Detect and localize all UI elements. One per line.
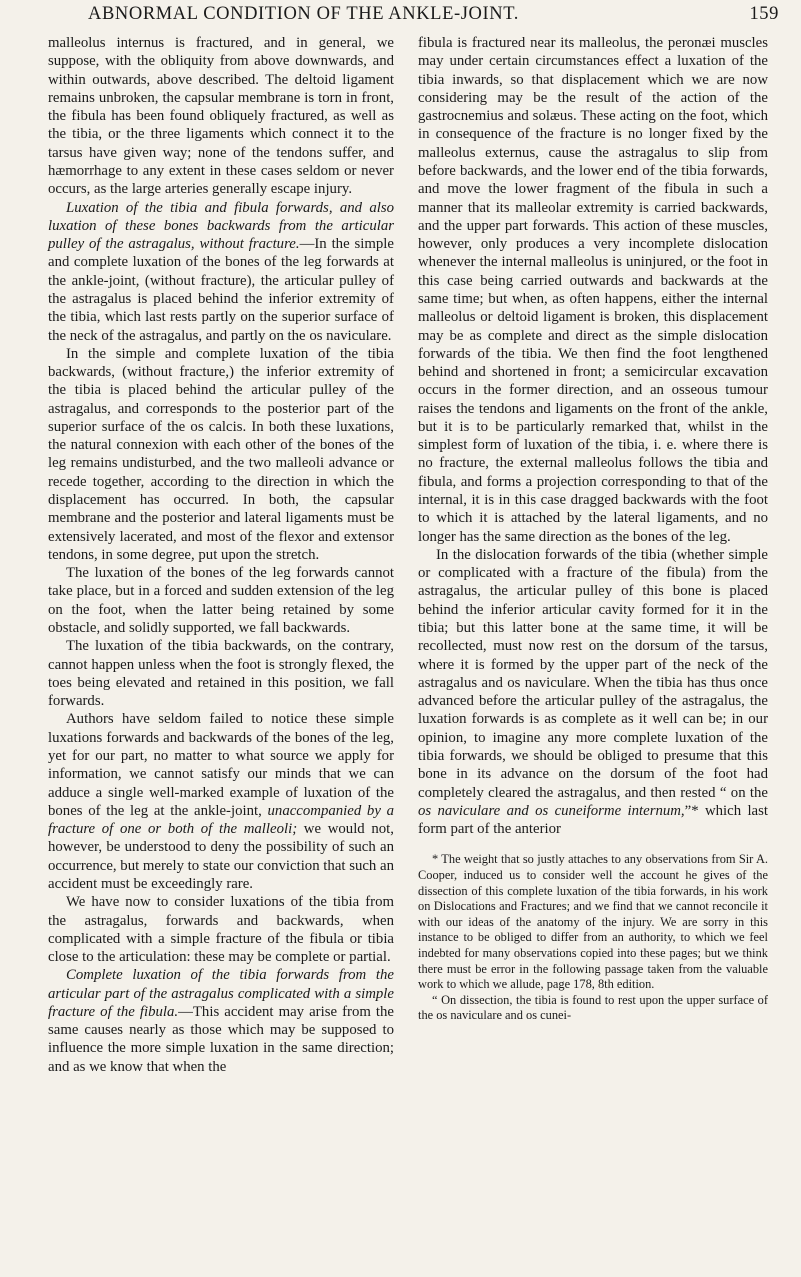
footnotes	[418, 852, 768, 1024]
running-head	[40, 4, 779, 32]
paragraph: In the simple and complete luxation of the tibia backwards, (without fracture,) the inferior extremity of the tibia is placed behind the articular pulley of the astragalus, and corresponds to the posterior part of the superior surface of the os calcis. In both these luxations, the natural connexion with each other of the bones of the leg remains undisturbed, and the two malleoli advance or recede together, according to the direction in which the displacement has occurred. In both, the capsular membrane and the posterior and lateral ligaments must be extensively lacerated, and most of the flexor and extensor tendons, in some degree, put upon the stretch.	[48, 345, 394, 563]
page-number: 159	[749, 4, 779, 24]
footnote: * The weight that so justly attaches to any observations from Sir A. Cooper, induced us to consider well the account he gives of the dissection of this complete luxation of the tibia forwards, in his work on Dislocations and Fractures; and we find that we cannot reconcile it with our ideas of the anatomy of the injury. We are sorry in this instance to be obliged to differ from an authority, to which we feel indebted for many observations copied into these pages; but we think there must be error in the following passage taken from the valuable work to which we allude, page 178, 8th edition.	[418, 852, 768, 992]
paragraph: In the dislocation forwards of the tibia (whether simple or complicated with a fracture of the fibula) from the astragalus, the articular pulley of this bone is placed behind the inferior articular cavity formed for it in the tibia; but this latter bone at the same time, it will be recollected, must now rest on the dorsum of the tarsus, where it is formed by the upper part of the neck of the astragalus and os naviculare. When the tibia has thus once advanced before the articular pulley of the astragalus, the luxation forwards is as complete as it well can be; in our opinion, to imagine any more complete luxation of the tibia forwards, we should be obliged to presume that this bone in its advance on the dorsum of the foot had completely cleared the astragalus, and then rested “ on the os naviculare and os cuneiforme internum,”* which last form part of the anterior	[418, 546, 768, 838]
emphasis: unaccompanied by a fracture of one or both of the malleoli;	[48, 802, 394, 838]
paragraph: fibula is fractured near its malleolus, the peronæi muscles may under certain circumstances effect a luxation of the tibia inwards, so that displacement which we are now considering may be the result of the action of the gastrocnemius and solæus. These acting on the foot, which in consequence of the fracture is no longer fixed by the malleolus externus, cause the astragalus to slip from before backwards, and the lower end of the tibia forwards, and move the lower fragment of the fibula in such a manner that its malleolar extremity is carried backwards, and the upper part forwards. This action of these muscles, however, only produces a very incomplete dislocation whenever the internal malleolus is uninjured, or the foot in this case being carried outwards and backwards at the same time; but when, as often happens, either the internal malleolus or deltoid ligament is broken, this displacement may be as complete and direct as the simple dislocation forwards of the tibia. We then find the foot lengthened behind and shortened in front; a semicircular excavation occurs in the former direction, and an osseous tumour raises the tendons and ligaments on the front of the ankle, but it is to be particularly remarked that, whilst in the simplest form of luxation of the tibia, i. e. where there is no fracture, the external malleolus follows the tibia and fibula, and forms a projection corresponding to that of the internal, it is in this case dragged backwards with the foot to which it is attached by the lateral ligaments, and no longer has the same direction as the bones of the leg.	[418, 35, 768, 545]
emphasis: os naviculare and os cuneiforme internum,	[418, 802, 685, 819]
footnote: “ On dissection, the tibia is found to rest upon the upper surface of the os naviculare and os cunei-	[418, 992, 768, 1023]
paragraph: Complete luxation of the tibia forwards from the articular part of the astragalus complicated with a simple fracture of the fibula.—This accident may arise from the same causes nearly as those which may be supposed to influence the more simple luxation in the same direction; and as we know that when the	[48, 967, 394, 1075]
running-title: ABNORMAL CONDITION OF THE ANKLE-JOINT.	[88, 4, 519, 24]
paragraph: Luxation of the tibia and fibula forwards, and also luxation of these bones backwards from the articular pulley of the astragalus, without fracture.—In the simple and complete luxation of the bones of the leg forwards at the ankle-joint, (without fracture), the articular pulley of the astragalus is placed behind the inferior extremity of the tibia, which last rests partly on the superior surface of the neck of the astragalus, and partly on the os naviculare.	[48, 199, 394, 344]
paragraph: The luxation of the bones of the leg forwards cannot take place, but in a forced and sudden extension of the leg on the foot, when the latter being retained by some obstacle, and solidly supported, we fall backwards.	[48, 565, 394, 636]
paragraph: malleolus internus is fractured, and in general, we suppose, with the obliquity from above downwards, and within outwards, above described. The deltoid ligament remains unbroken, the capsular membrane is torn in front, the fibula has been found obliquely fractured, as well as the tibia, or the three ligaments which connect it to the tarsus have given way; none of the tendons suffer, and hæmorrhage to any extent in these cases seldom or never occurs, as the large arteries generally escape injury.	[48, 35, 394, 198]
paragraph: Authors have seldom failed to notice these simple luxations forwards and backwards of the bones of the leg, yet for our part, no matter to what source we apply for information, we cannot satisfy our minds that we can adduce a single well-marked example of luxation of the bones of the leg at the ankle-joint, unaccompanied by a fracture of one or both of the malleoli; we would not, however, be understood to deny the possibility of such an occurrence, but merely to state our conviction that such an accident must be exceedingly rare.	[48, 711, 394, 892]
section-heading: Luxation of the tibia and fibula forwards, and also luxation of these bones backwards from the articular pulley of the astragalus, without fracture.	[48, 199, 394, 253]
right-column	[418, 34, 768, 1024]
left-column	[48, 34, 394, 1076]
paragraph: We have now to consider luxations of the tibia from the astragalus, forwards and backwards, when complicated with a simple fracture of the fibula or tibia close to the articulation: these may be complete or partial.	[48, 894, 394, 966]
paragraph: The luxation of the tibia backwards, on the contrary, cannot happen unless when the foot is strongly flexed, the toes being elevated and retained in this position, we fall forwards.	[48, 638, 394, 710]
section-heading: Complete luxation of the tibia forwards from the articular part of the astragalus complicated with a simple fracture of the fibula.	[48, 967, 394, 1020]
